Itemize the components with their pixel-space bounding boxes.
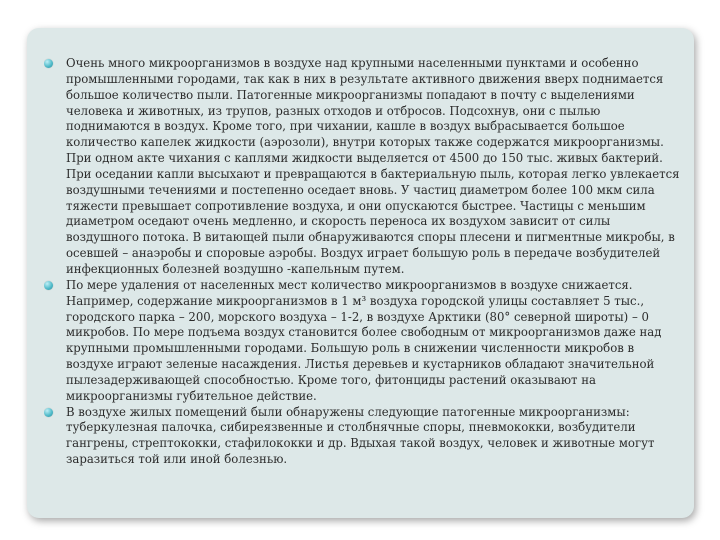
slide-body [44, 56, 684, 536]
bullet-item-1 [44, 56, 684, 278]
bullet-icon [44, 408, 53, 417]
bullet-text-1: Очень много микроорганизмов в воздухе над крупными населенными пунктами и особенно промышленными городами, так как в них в результате активного движения вверх поднимается большое количество пыли. Патогенные микроорганизмы попадают в почту с выделениями человека и животных, из трупов, разных отходов и отбросов. Подсохнув, они с пылью поднимаются в воздух. Кроме того, при чихании, кашле в воздух выбрасывается большое количество капелек жидкости (аэрозоли), внутри которых также содержатся микроорганизмы. При одном акте чихания с каплями жидкости выделяется от 4500 до 150 тыс. живых бактерий. При оседании капли высыхают и превращаются в бактериальную пыль, которая легко увлекается воздушными течениями и постепенно оседает вновь. У частиц диаметром более 100 мкм сила тяжести превышает сопротивление воздуха, и они опускаются быстрее. Частицы с меньшим диаметром оседают очень медленно, и скорость переноса их воздухом зависит от силы воздушного потока. В витающей пыли обнаруживаются споры плесени и пигментные микробы, в осевшей – анаэробы и споровые аэробы. Воздух играет большую роль в передаче возбудителей инфекционных болезней воздушно -капельным путем. [66, 56, 680, 276]
bullet-text-3: В воздухе жилых помещений были обнаружены следующие патогенные микроорганизмы: туберкулезная палочка, сибиреязвенные и столбнячные споры, пневмококки, возбудители гангрены, стрептококки, стафилококки и др. Вдыхая такой воздух, человек и животные могут заразиться той или иной болезнью. [66, 404, 655, 467]
bullet-item-3 [44, 405, 684, 468]
bullet-icon [44, 281, 53, 290]
bullet-list [44, 56, 684, 468]
bullet-icon [44, 59, 53, 68]
bullet-item-2 [44, 278, 684, 405]
bullet-text-2: По мере удаления от населенных мест количество микроорганизмов в воздухе снижается. Например, содержание микроорганизмов в 1 м³ воздуха городской улицы составляет 5 тыс., городского парка – 200, морского воздуха – 1-2, в воздухе Арктики (80° северной широты) – 0 микробов. По мере подъема воздух становится более свободным от микроорганизмов даже над крупными промышленными городами. Большую роль в снижении численности микробов в воздухе играют зеленые насаждения. Листья деревьев и кустарников обладают значительной пылезадерживающей способностью. Кроме того, фитонциды растений оказывают на микроорганизмы губительное действие. [66, 277, 662, 403]
